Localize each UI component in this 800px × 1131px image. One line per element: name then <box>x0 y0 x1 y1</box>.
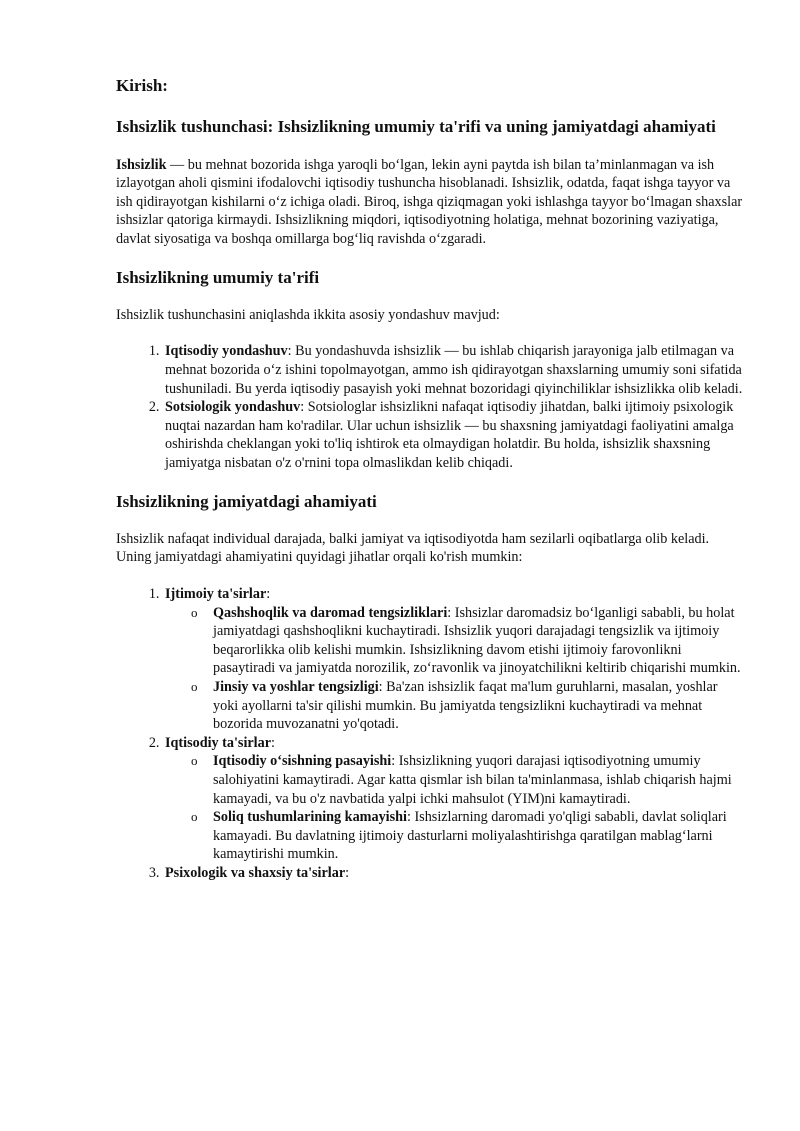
section-heading-significance: Ishsizlikning jamiyatdagi ahamiyati <box>116 491 377 511</box>
sub-list-item <box>191 678 746 734</box>
sub-item-text: : Ba'zan ishsizlik faqat ma'lum guruhlarni, masalan, yoshlar yoki ayollarni ta'sir qilishi mumkin. Bu jamiyatda tengsizlikni kuchaytiradi va mehnat bozorida muvozanatni yo'qotadi. <box>213 679 718 733</box>
sub-list-item <box>191 752 746 808</box>
list-item <box>163 734 746 864</box>
section-lead-significance: Ishsizlik nafaqat individual darajada, balki jamiyat va iqtisodiyotda ham sezilarli oqibatlarga olib keladi. Uning jamiyatdagi ahamiyatini quyidagi jihatlar orqali ko'rish mumkin: <box>116 530 710 566</box>
list-item <box>163 864 746 883</box>
sub-item-term: Soliq tushumlarining kamayishi <box>213 809 407 826</box>
list-item-suffix: : <box>271 734 275 751</box>
bullet-icon: o <box>191 604 198 620</box>
sub-list-item <box>191 604 746 678</box>
sub-list <box>165 752 746 864</box>
list-item <box>163 585 746 734</box>
section-lead-definition: Ishsizlik tushunchasini aniqlashda ikkita asosiy yondashuv mavjud: <box>116 306 500 323</box>
list-item-term: Psixologik va shaxsiy ta'sirlar <box>165 864 346 881</box>
sub-item-text: : Ishsizlar daromadsiz bo‘lganligi sababli, bu holat jamiyatdagi qashshoqlikni kuchaytiradi. Ishsizlik yuqori darajadagi tengsizlik va ijtimoiy beqarorlikka olib kelishi mumkin. Ishsizlikning davom etishi ijtimoiy farovonlikni pasaytiradi va jamiyatda norozilik, zo‘ravonlik va jinoyatchilikni keltirib chiqarishi mumkin. <box>213 604 741 677</box>
intro-paragraph <box>116 156 746 249</box>
main-heading: Ishsizlik tushunchasi: Ishsizlikning umumiy ta'rifi va uning jamiyatdagi ahamiyati <box>116 117 716 137</box>
list-item <box>163 342 746 398</box>
sub-item-term: Qashshoqlik va daromad tengsizliklari <box>213 604 448 621</box>
intro-text: — bu mehnat bozorida ishga yaroqli bo‘lgan, lekin ayni paytda ish bilan ta’minlanmagan va ish izlayotgan aholi qismini ifodalovchi iqtisodiy tushuncha hisoblanadi. Ishsizlik, odatda, faqat ishga tayyor va ish qidirayotgan kishilarni o‘z ichiga oladi. Biroq, ishga qiziqmagan yoki ishlashga tayyor bo‘lmagan shaxslar ishsizlar qatoriga kirmaydi. Ishsizlikning miqdori, iqtisodiyotning holatiga, mehnat bozorining vaziyatiga, davlat siyosatiga va boshqa omillarga bog‘liq ravishda o‘zgaradi. <box>116 156 743 248</box>
list-item-text: : Bu yondashuvda ishsizlik — bu ishlab chiqarish jarayoniga jalb etilmagan va mehnat bozorida o‘z ishini topolmayotgan, ammo ish qidirayotgan shaxslarning umumiy soni sifatida tushuniladi. Bu yerda iqtisodiy pasayish yoki mehnat bozoridagi qiyinchiliklar ishsizlikka olib keladi. <box>165 343 743 397</box>
list-item-suffix: : <box>266 586 271 603</box>
sub-item-term: Iqtisodiy o‘sishning pasayishi <box>213 753 392 770</box>
bullet-icon: o <box>191 679 198 695</box>
sub-list <box>165 604 746 734</box>
sub-list-item <box>191 808 746 864</box>
list-item-term: Ijtimoiy ta'sirlar <box>165 586 267 603</box>
intro-term: Ishsizlik <box>116 156 167 173</box>
list-item-term: Iqtisodiy ta'sirlar <box>165 734 272 751</box>
list-item-text: : Sotsiologlar ishsizlikni nafaqat iqtisodiy jihatdan, balki ijtimoiy psixologik nuqtai nazardan ham ko'radilar. Ular uchun ishsizlik — bu shaxsning jamiyatdagi faoliyatini amalga oshirishda cheklangan yoki to'liq ishtirok eta olmaydigan holatdir. Bu holda, ishsizlik shaxsning jamiyatga nisbatan o'z o'rnini topa olmaslikdan kelib chiqadi. <box>165 399 734 472</box>
list-item-term: Iqtisodiy yondashuv <box>165 343 288 360</box>
sub-item-term: Jinsiy va yoshlar tengsizligi <box>213 679 379 696</box>
effects-list <box>116 585 746 883</box>
bullet-icon: o <box>191 753 198 769</box>
approaches-list <box>116 342 746 472</box>
bullet-icon: o <box>191 809 198 825</box>
list-item-term: Sotsiologik yondashuv <box>165 399 301 416</box>
document-page <box>116 76 746 901</box>
sub-item-text: : Ishsizlikning yuqori darajasi iqtisodiyotning umumiy salohiyatini kamaytiradi. Agar katta qismlar ish bilan ta'minlanmasa, ishlab chiqarish hajmi kamayadi, va bu o'z navbatida yalpi ichki mahsulot (YIM)ni kamaytiradi. <box>213 753 732 807</box>
document-title: Kirish: <box>116 76 168 95</box>
list-item <box>163 398 746 472</box>
sub-item-text: : Ishsizlarning daromadi yo'qligi sababli, davlat soliqlari kamayadi. Bu davlatning ijtimoiy dasturlarni moliyalashtirishga qaratilgan mablag‘larni kamaytirishi mumkin. <box>213 809 727 863</box>
section-heading-definition: Ishsizlikning umumiy ta'rifi <box>116 267 320 287</box>
list-item-suffix: : <box>345 864 350 881</box>
